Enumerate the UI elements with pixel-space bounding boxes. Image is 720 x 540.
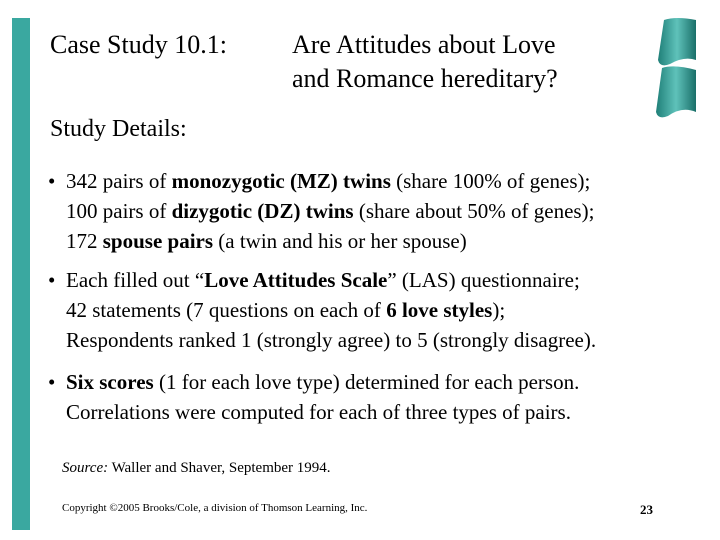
body-text: ); <box>492 298 506 322</box>
title-line-2: and Romance hereditary? <box>292 64 558 93</box>
accent-bar <box>12 18 30 530</box>
source-label: Source: <box>62 460 109 476</box>
copyright-notice: Copyright ©2005 Brooks/Cole, a division of Thomson Learning, Inc. <box>62 502 368 514</box>
body-text: Correlations were computed for each of three types of pairs. <box>66 400 571 424</box>
body-text: Respondents ranked 1 (strongly agree) to 5 (strongly disagree). <box>66 328 597 352</box>
bullet-marker: • <box>48 268 56 292</box>
study-details-heading: Study Details: <box>50 116 187 142</box>
source-text: Waller and Shaver, September 1994. <box>108 460 331 476</box>
bullet-line <box>48 295 596 325</box>
bullet-line <box>48 397 579 427</box>
title-text <box>292 28 558 96</box>
bullet-line <box>48 367 579 397</box>
page-number: 23 <box>640 502 653 517</box>
body-text: 42 statements (7 questions on each of <box>66 298 387 322</box>
bullet-line <box>48 226 594 256</box>
body-text: (1 for each love type) determined for each person. <box>153 370 580 394</box>
emphasis-text: Love Attitudes Scale <box>204 268 388 292</box>
body-text: 342 pairs of <box>66 169 172 193</box>
body-text: 100 pairs of <box>66 199 172 223</box>
emphasis-text: 6 love styles <box>386 298 493 322</box>
body-text: (a twin and his or her spouse) <box>213 229 467 253</box>
bullet-item <box>48 166 594 256</box>
body-text: ” (LAS) questionnaire; <box>387 268 580 292</box>
bullet-line <box>48 196 594 226</box>
case-study-label: Case Study 10.1: <box>50 30 227 59</box>
emphasis-text: spouse pairs <box>102 229 214 253</box>
bullet-line <box>48 325 596 355</box>
bullet-item <box>48 265 596 355</box>
source-citation <box>62 460 331 477</box>
title-line-1: Are Attitudes about Love <box>292 30 556 59</box>
bullet-line <box>48 265 596 295</box>
emphasis-text: monozygotic (MZ) twins <box>171 169 391 193</box>
body-text: 172 <box>66 229 103 253</box>
bullet-line <box>48 166 594 196</box>
emphasis-text: dizygotic (DZ) twins <box>171 199 354 223</box>
bullet-item <box>48 367 579 427</box>
body-text: (share 100% of genes); <box>390 169 591 193</box>
body-text: (share about 50% of genes); <box>353 199 595 223</box>
ribbon-icon <box>656 16 698 120</box>
body-text: Each filled out “ <box>66 268 205 292</box>
emphasis-text: Six scores <box>66 370 154 394</box>
bullet-marker: • <box>48 169 56 193</box>
bullet-marker: • <box>48 370 56 394</box>
